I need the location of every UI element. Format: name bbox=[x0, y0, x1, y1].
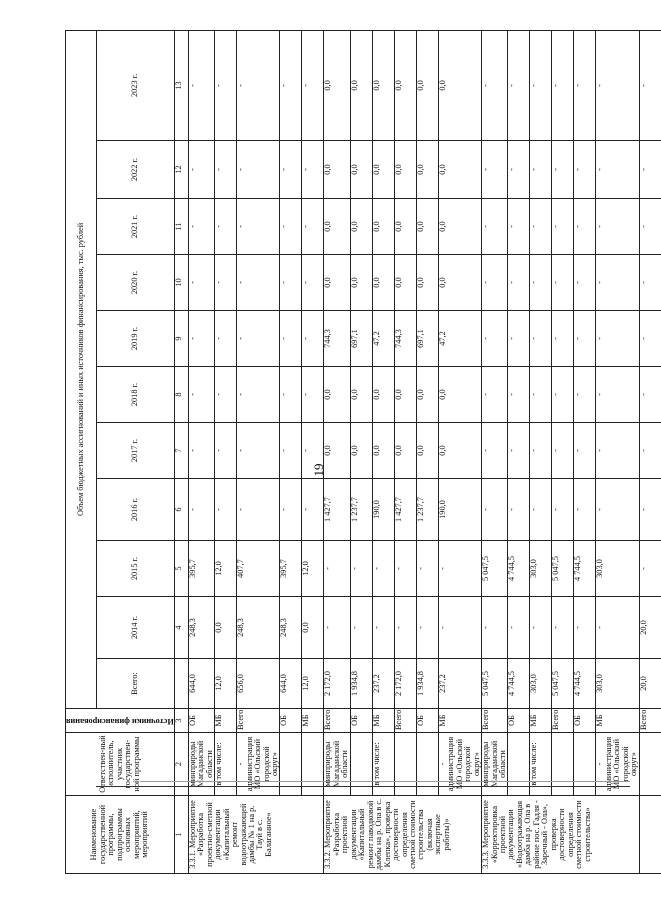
year-value-cell: 0,0 bbox=[372, 30, 394, 140]
year-value-cell: - bbox=[279, 366, 301, 422]
year-value-cell: - bbox=[481, 478, 507, 540]
year-value-cell: - bbox=[529, 366, 551, 422]
year-value-cell: - bbox=[573, 254, 595, 310]
year-value-cell: - bbox=[188, 478, 214, 540]
table-row bbox=[350, 30, 372, 873]
executor-cell: в том числе: bbox=[372, 732, 394, 795]
year-value-cell: 248,3 bbox=[188, 596, 214, 658]
total-value-cell: 303,0 bbox=[595, 658, 638, 708]
source-cell: МБ bbox=[595, 708, 638, 732]
table-row bbox=[438, 30, 481, 873]
year-value-cell: - bbox=[573, 198, 595, 254]
year-value-cell: - bbox=[507, 198, 529, 254]
source-cell: Всего bbox=[551, 708, 573, 732]
page-number: 19 bbox=[311, 463, 326, 477]
total-value-cell: 12,0 bbox=[301, 658, 323, 708]
source-cell: ОБ bbox=[188, 708, 214, 732]
year-value-cell: - bbox=[214, 310, 236, 366]
year-value-cell: 0,0 bbox=[214, 596, 236, 658]
year-value-cell: 0,0 bbox=[416, 198, 438, 254]
year-value-cell: 0,0 bbox=[323, 254, 349, 310]
executor-cell: в том числе: bbox=[529, 732, 551, 795]
table-row bbox=[188, 30, 214, 873]
year-value-cell: - bbox=[639, 366, 661, 422]
header-col-name: Наименование государственной программы, подпрограммы основных мероприятий, мероприятий bbox=[65, 795, 174, 873]
year-value-cell: - bbox=[529, 422, 551, 478]
source-cell: МБ bbox=[214, 708, 236, 732]
year-value-cell: - bbox=[301, 198, 323, 254]
year-value-cell: - bbox=[551, 422, 573, 478]
year-value-cell: - bbox=[438, 596, 481, 658]
table-row bbox=[214, 30, 236, 873]
year-value-cell: 0,0 bbox=[323, 198, 349, 254]
year-value-cell: - bbox=[301, 140, 323, 198]
year-value-cell: - bbox=[551, 198, 573, 254]
year-value-cell: - bbox=[507, 140, 529, 198]
source-cell: ОБ bbox=[279, 708, 301, 732]
table-row bbox=[639, 30, 661, 873]
year-value-cell: - bbox=[214, 478, 236, 540]
year-value-cell: - bbox=[507, 478, 529, 540]
year-value-cell: - bbox=[301, 254, 323, 310]
year-value-cell: 0,0 bbox=[438, 422, 481, 478]
total-value-cell: 237,2 bbox=[438, 658, 481, 708]
year-value-cell: - bbox=[507, 30, 529, 140]
total-value-cell: 237,2 bbox=[372, 658, 394, 708]
header-total: Всего: bbox=[96, 658, 173, 708]
year-value-cell: 0,0 bbox=[350, 422, 372, 478]
year-value-cell: 1 427,7 bbox=[394, 478, 416, 540]
year-value-cell: 20,0 bbox=[639, 596, 661, 658]
year-value-cell: 0,0 bbox=[394, 422, 416, 478]
year-value-cell: 0,0 bbox=[372, 366, 394, 422]
header-year: 2019 г. bbox=[96, 310, 173, 366]
year-value-cell: - bbox=[551, 310, 573, 366]
year-value-cell: - bbox=[481, 596, 507, 658]
source-cell: МБ bbox=[372, 708, 394, 732]
year-value-cell: - bbox=[214, 30, 236, 140]
year-value-cell: 248,3 bbox=[279, 596, 301, 658]
col-number: 10 bbox=[174, 254, 188, 310]
year-value-cell: - bbox=[481, 198, 507, 254]
year-value-cell: - bbox=[301, 30, 323, 140]
year-value-cell: - bbox=[481, 254, 507, 310]
year-value-cell: - bbox=[595, 30, 638, 140]
source-cell: Всего bbox=[323, 708, 349, 732]
year-value-cell: - bbox=[595, 422, 638, 478]
year-value-cell: 190,0 bbox=[438, 478, 481, 540]
total-value-cell: 4 744,5 bbox=[507, 658, 529, 708]
year-value-cell: - bbox=[529, 140, 551, 198]
year-value-cell: 0,0 bbox=[323, 366, 349, 422]
year-value-cell: - bbox=[301, 478, 323, 540]
executor-cell: - администрация МО «Ольский городской округ» bbox=[438, 732, 481, 795]
page-divider bbox=[96, 786, 630, 787]
document-table-rotated bbox=[65, 31, 648, 874]
year-value-cell: - bbox=[481, 140, 507, 198]
year-value-cell: 0,0 bbox=[394, 140, 416, 198]
year-value-cell: 0,0 bbox=[394, 198, 416, 254]
year-value-cell: - bbox=[573, 310, 595, 366]
year-value-cell: - bbox=[507, 596, 529, 658]
year-value-cell: - bbox=[573, 478, 595, 540]
year-value-cell: 0,0 bbox=[394, 30, 416, 140]
source-cell: ОБ bbox=[507, 708, 529, 732]
year-value-cell: - bbox=[573, 140, 595, 198]
year-value-cell: - bbox=[529, 596, 551, 658]
year-value-cell: 0,0 bbox=[372, 198, 394, 254]
year-value-cell: - bbox=[595, 198, 638, 254]
source-cell: ОБ bbox=[573, 708, 595, 732]
year-value-cell: 0,0 bbox=[438, 198, 481, 254]
year-value-cell: - bbox=[595, 254, 638, 310]
year-value-cell: - bbox=[214, 366, 236, 422]
header-year: 2016 г. bbox=[96, 478, 173, 540]
year-value-cell: 395,7 bbox=[188, 540, 214, 596]
year-value-cell: 5 047,5 bbox=[481, 540, 507, 596]
table-row bbox=[236, 30, 279, 873]
total-value-cell: 303,0 bbox=[529, 658, 551, 708]
source-cell: Всего bbox=[394, 708, 416, 732]
year-value-cell: - bbox=[301, 422, 323, 478]
year-value-cell: 47,2 bbox=[438, 310, 481, 366]
year-value-cell: - bbox=[438, 540, 481, 596]
table-row bbox=[416, 30, 438, 873]
year-value-cell: 4 744,5 bbox=[573, 540, 595, 596]
year-value-cell: 0,0 bbox=[372, 140, 394, 198]
year-value-cell: - bbox=[188, 422, 214, 478]
header-year: 2023 г. bbox=[96, 30, 173, 140]
header-year: 2021 г. bbox=[96, 198, 173, 254]
year-value-cell: 248,3 bbox=[236, 596, 279, 658]
year-value-cell: - bbox=[595, 366, 638, 422]
year-value-cell: 0,0 bbox=[372, 422, 394, 478]
total-value-cell: 656,0 bbox=[236, 658, 279, 708]
year-value-cell: 303,0 bbox=[595, 540, 638, 596]
year-value-cell: 12,0 bbox=[301, 540, 323, 596]
table-row bbox=[529, 30, 551, 873]
table-row bbox=[301, 30, 323, 873]
year-value-cell: - bbox=[301, 310, 323, 366]
year-value-cell: - bbox=[595, 596, 638, 658]
year-value-cell: - bbox=[214, 422, 236, 478]
table-row bbox=[507, 30, 529, 873]
col-number: 5 bbox=[174, 540, 188, 596]
year-value-cell: - bbox=[639, 478, 661, 540]
year-value-cell: - bbox=[573, 366, 595, 422]
year-value-cell: - bbox=[595, 140, 638, 198]
year-value-cell: 0,0 bbox=[438, 366, 481, 422]
year-value-cell: - bbox=[236, 254, 279, 310]
year-value-cell: 744,3 bbox=[323, 310, 349, 366]
year-value-cell: - bbox=[551, 254, 573, 310]
year-value-cell: - bbox=[481, 366, 507, 422]
total-value-cell: 2 172,0 bbox=[394, 658, 416, 708]
year-value-cell: - bbox=[236, 30, 279, 140]
year-value-cell: - bbox=[323, 540, 349, 596]
year-value-cell: 1 237,7 bbox=[350, 478, 372, 540]
col-number bbox=[174, 658, 188, 708]
year-value-cell: 395,7 bbox=[279, 540, 301, 596]
table-row bbox=[595, 30, 638, 873]
year-value-cell: - bbox=[279, 30, 301, 140]
year-value-cell: 0,0 bbox=[438, 140, 481, 198]
year-value-cell: 0,0 bbox=[350, 198, 372, 254]
year-value-cell: 407,7 bbox=[236, 540, 279, 596]
total-value-cell: 12,0 bbox=[214, 658, 236, 708]
source-cell: ОБ bbox=[416, 708, 438, 732]
year-value-cell: - bbox=[573, 596, 595, 658]
year-value-cell: - bbox=[236, 422, 279, 478]
year-value-cell: - bbox=[372, 540, 394, 596]
year-value-cell: - bbox=[507, 254, 529, 310]
year-value-cell: - bbox=[481, 422, 507, 478]
year-value-cell: 47,2 bbox=[372, 310, 394, 366]
col-number: 9 bbox=[174, 310, 188, 366]
year-value-cell: - bbox=[279, 478, 301, 540]
executor-cell: - администрация МО «Ольский городской округ» bbox=[595, 732, 638, 795]
year-value-cell: 697,1 bbox=[416, 310, 438, 366]
year-value-cell: 0,0 bbox=[416, 30, 438, 140]
table-row bbox=[279, 30, 301, 873]
year-value-cell: 0,0 bbox=[350, 366, 372, 422]
year-value-cell: - bbox=[279, 254, 301, 310]
year-value-cell: 0,0 bbox=[350, 30, 372, 140]
year-value-cell: - bbox=[639, 140, 661, 198]
year-value-cell: 0,0 bbox=[323, 30, 349, 140]
year-value-cell: - bbox=[529, 310, 551, 366]
year-value-cell: - bbox=[639, 30, 661, 140]
source-cell: Всего bbox=[481, 708, 507, 732]
year-value-cell: - bbox=[481, 310, 507, 366]
table-row bbox=[323, 30, 349, 873]
measure-name: 3.3.2. Мероприятие «Разработка проектной документации «Капитальный ремонт паводковой дамбы на р. Ола в с. Клепка», проверка достоверности определения сметной стоимости строительства (включая экспертные работы)» bbox=[323, 795, 481, 873]
year-value-cell: - bbox=[236, 366, 279, 422]
year-value-cell: 0,0 bbox=[323, 422, 349, 478]
year-value-cell: 0,0 bbox=[416, 140, 438, 198]
col-number: 6 bbox=[174, 478, 188, 540]
source-cell: Всего bbox=[639, 708, 661, 732]
year-value-cell: - bbox=[507, 366, 529, 422]
header-year: 2014 г. bbox=[96, 596, 173, 658]
total-value-cell: 2 172,0 bbox=[323, 658, 349, 708]
executor-cell: минприроды Магаданской области bbox=[323, 732, 349, 795]
year-value-cell: - bbox=[301, 366, 323, 422]
table-body bbox=[188, 30, 661, 873]
year-value-cell: - bbox=[529, 478, 551, 540]
year-value-cell: - bbox=[551, 596, 573, 658]
executor-cell: - администрация МО «Ольский городской округ» bbox=[236, 732, 279, 795]
source-cell: Всего bbox=[236, 708, 279, 732]
col-number: 11 bbox=[174, 198, 188, 254]
year-value-cell: - bbox=[188, 30, 214, 140]
year-value-cell: - bbox=[279, 140, 301, 198]
year-value-cell: - bbox=[416, 596, 438, 658]
year-value-cell: 0,0 bbox=[323, 140, 349, 198]
header-source-label: Источники финансирования bbox=[65, 716, 174, 726]
year-value-cell: 0,0 bbox=[416, 366, 438, 422]
year-value-cell: - bbox=[507, 310, 529, 366]
year-value-cell: - bbox=[551, 366, 573, 422]
source-cell: МБ bbox=[301, 708, 323, 732]
header-year: 2018 г. bbox=[96, 366, 173, 422]
total-value-cell: 644,0 bbox=[188, 658, 214, 708]
year-value-cell: - bbox=[214, 140, 236, 198]
total-value-cell: 4 744,5 bbox=[573, 658, 595, 708]
col-number: 2 bbox=[174, 732, 188, 795]
year-value-cell: 0,0 bbox=[394, 366, 416, 422]
year-value-cell: - bbox=[214, 198, 236, 254]
year-value-cell: - bbox=[188, 310, 214, 366]
header-col-source bbox=[65, 708, 174, 732]
col-number: 12 bbox=[174, 140, 188, 198]
year-value-cell: - bbox=[394, 540, 416, 596]
year-value-cell: 697,1 bbox=[350, 310, 372, 366]
year-value-cell: 744,3 bbox=[394, 310, 416, 366]
total-value-cell: 5 047,5 bbox=[551, 658, 573, 708]
executor-cell: минприроды Магаданской области bbox=[481, 732, 507, 795]
year-value-cell: 0,0 bbox=[372, 254, 394, 310]
year-value-cell: 0,0 bbox=[301, 596, 323, 658]
total-value-cell: 644,0 bbox=[279, 658, 301, 708]
table-row bbox=[394, 30, 416, 873]
year-value-cell: - bbox=[323, 596, 349, 658]
year-value-cell: - bbox=[236, 478, 279, 540]
year-value-cell: - bbox=[279, 310, 301, 366]
year-value-cell: - bbox=[551, 478, 573, 540]
year-value-cell: - bbox=[236, 140, 279, 198]
year-value-cell: - bbox=[188, 140, 214, 198]
year-value-cell: - bbox=[214, 254, 236, 310]
table-row bbox=[573, 30, 595, 873]
year-value-cell: - bbox=[188, 254, 214, 310]
financing-table bbox=[65, 29, 661, 873]
year-value-cell: - bbox=[529, 30, 551, 140]
year-value-cell: 0,0 bbox=[350, 254, 372, 310]
year-value-cell: - bbox=[639, 422, 661, 478]
year-value-cell: 1 237,7 bbox=[416, 478, 438, 540]
year-value-cell: 0,0 bbox=[416, 422, 438, 478]
year-value-cell: 4 744,5 bbox=[507, 540, 529, 596]
year-value-cell: - bbox=[188, 366, 214, 422]
year-value-cell: - bbox=[551, 140, 573, 198]
page-divider-thin bbox=[140, 781, 630, 782]
year-value-cell: 0,0 bbox=[438, 30, 481, 140]
year-value-cell: - bbox=[507, 422, 529, 478]
year-value-cell: - bbox=[573, 30, 595, 140]
year-value-cell: - bbox=[639, 254, 661, 310]
year-value-cell: - bbox=[279, 422, 301, 478]
year-value-cell: - bbox=[350, 596, 372, 658]
source-cell: ОБ bbox=[350, 708, 372, 732]
year-value-cell: - bbox=[573, 422, 595, 478]
year-value-cell: - bbox=[236, 310, 279, 366]
year-value-cell: - bbox=[188, 198, 214, 254]
year-value-cell: - bbox=[394, 596, 416, 658]
year-value-cell: 5 047,5 bbox=[551, 540, 573, 596]
measure-name: 3.3.1. Мероприятие «Разработка проектно-сметной документации «Капитальный ремонт водоотражающей дамбы № 1 на р. Тауй в с. Балаганное» bbox=[188, 795, 324, 873]
executor-cell: минприроды Магаданской области bbox=[188, 732, 214, 795]
table-row bbox=[551, 30, 573, 873]
year-value-cell: - bbox=[279, 198, 301, 254]
year-value-cell: - bbox=[529, 254, 551, 310]
year-value-cell: - bbox=[529, 198, 551, 254]
source-cell: МБ bbox=[529, 708, 551, 732]
year-value-cell: - bbox=[481, 30, 507, 140]
col-number: 13 bbox=[174, 30, 188, 140]
year-value-cell: 0,0 bbox=[394, 254, 416, 310]
year-value-cell: - bbox=[372, 596, 394, 658]
col-number: 8 bbox=[174, 366, 188, 422]
total-value-cell: 1 934,8 bbox=[350, 658, 372, 708]
header-year: 2015 г. bbox=[96, 540, 173, 596]
year-value-cell: - bbox=[416, 540, 438, 596]
year-value-cell: 0,0 bbox=[438, 254, 481, 310]
header-funding-title: Объем бюджетных ассигнований и иных источников финансирования, тыс. рублей bbox=[65, 30, 96, 708]
header-col-executor: Ответствен-ный исполнитель, участник государствен-ной программы bbox=[65, 732, 174, 795]
year-value-cell: - bbox=[236, 198, 279, 254]
header-year: 2022 г. bbox=[96, 140, 173, 198]
total-value-cell: 5 047,5 bbox=[481, 658, 507, 708]
year-value-cell: - bbox=[595, 478, 638, 540]
total-value-cell: 1 934,8 bbox=[416, 658, 438, 708]
total-value-cell: 20,0 bbox=[639, 658, 661, 708]
measure-name bbox=[639, 795, 661, 873]
col-number: 3 bbox=[174, 708, 188, 732]
year-value-cell: - bbox=[639, 540, 661, 596]
year-value-cell: 1 427,7 bbox=[323, 478, 349, 540]
year-value-cell: 12,0 bbox=[214, 540, 236, 596]
table-row bbox=[481, 30, 507, 873]
source-cell: МБ bbox=[438, 708, 481, 732]
measure-name: 3.3.3. Мероприятие «Корректировка проектной документации «Водоотражающая дамба на р. Ола в районе пос. Гадля - Заречный - Ола», проверка достоверности определения сметной стоимости строительства» bbox=[481, 795, 639, 873]
col-number: 4 bbox=[174, 596, 188, 658]
year-value-cell: 0,0 bbox=[350, 140, 372, 198]
header-year: 2017 г. bbox=[96, 422, 173, 478]
year-value-cell: 190,0 bbox=[372, 478, 394, 540]
col-number: 7 bbox=[174, 422, 188, 478]
column-numbers-row bbox=[174, 30, 188, 873]
table-row bbox=[372, 30, 394, 873]
year-value-cell: - bbox=[551, 30, 573, 140]
year-value-cell: - bbox=[595, 310, 638, 366]
year-value-cell: - bbox=[350, 540, 372, 596]
executor-cell: в том числе: bbox=[214, 732, 236, 795]
year-value-cell: 0,0 bbox=[416, 254, 438, 310]
executor-cell bbox=[639, 732, 661, 795]
year-value-cell: - bbox=[639, 310, 661, 366]
header-year: 2020 г. bbox=[96, 254, 173, 310]
year-value-cell: 303,0 bbox=[529, 540, 551, 596]
col-number: 1 bbox=[174, 795, 188, 873]
year-value-cell: - bbox=[639, 198, 661, 254]
